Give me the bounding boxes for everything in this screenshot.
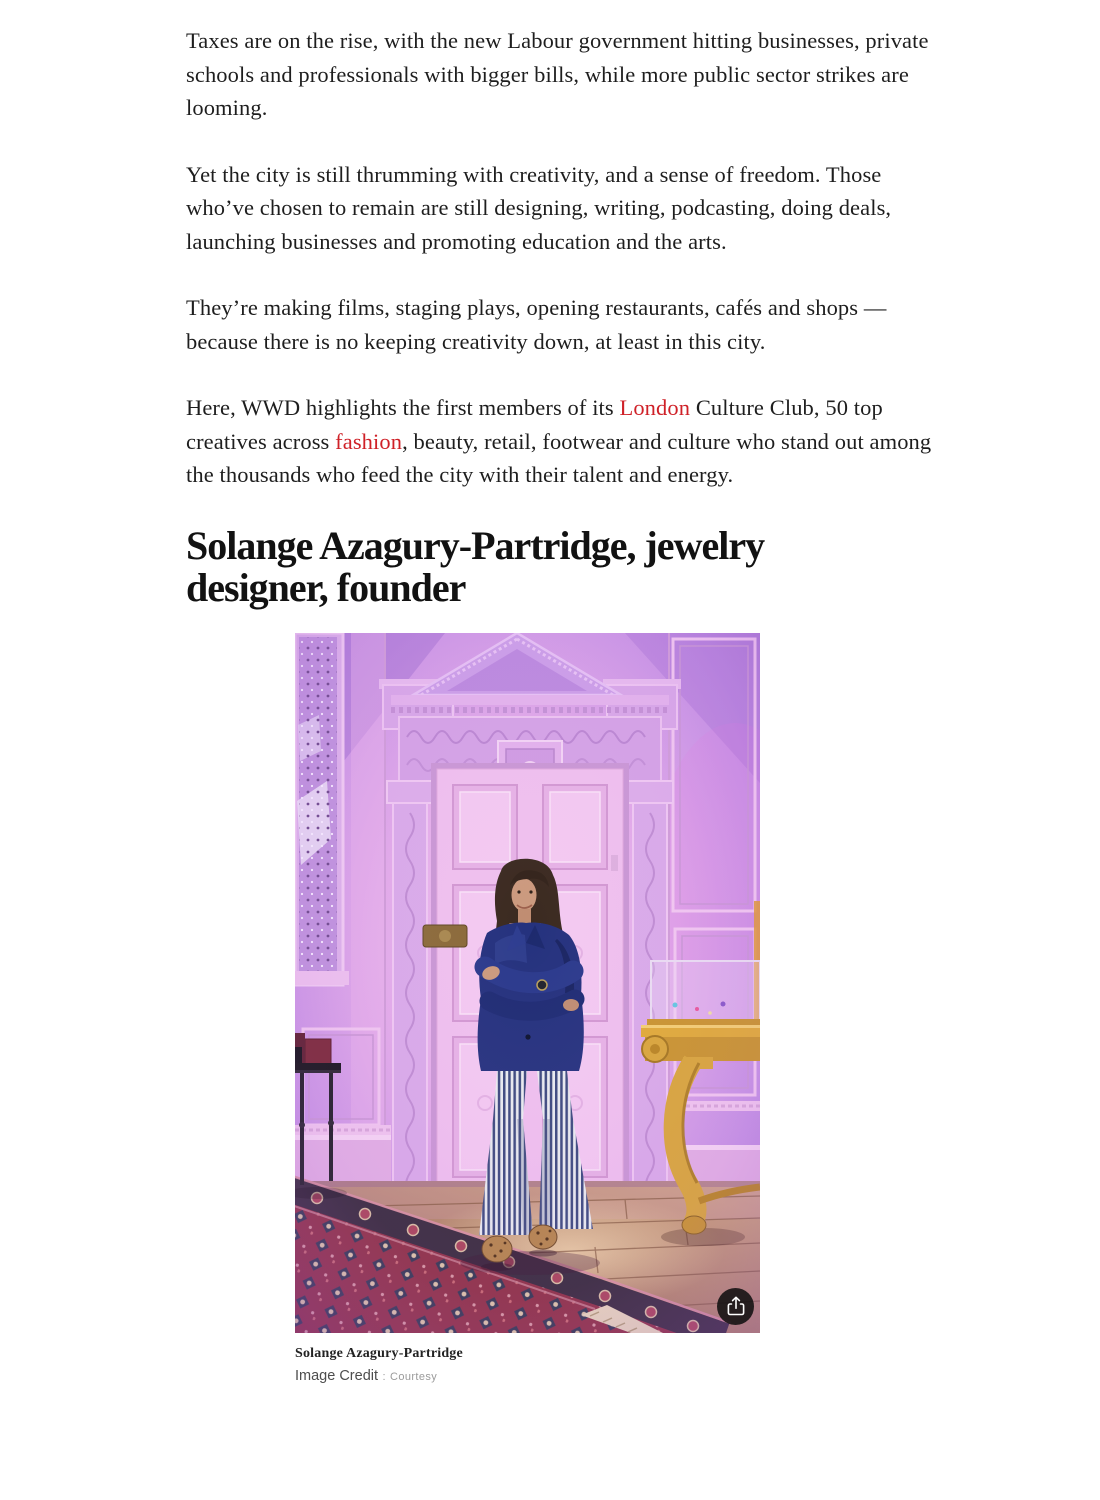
- credit-label: Image Credit: [295, 1367, 379, 1384]
- credit-value: Courtesy: [389, 1370, 438, 1383]
- share-icon: [727, 1296, 745, 1316]
- article-body: [186, 24, 936, 1385]
- photo-solange: [295, 633, 760, 1333]
- image-credit: [295, 1367, 760, 1385]
- fashion-link[interactable]: fashion: [335, 428, 403, 454]
- photo-caption: [295, 1346, 760, 1385]
- paragraph-taxes: Taxes are on the rise, with the new Labour government hitting businesses, private schools and professionals with bigger bills, while more public sector strikes are looming.: [186, 28, 929, 120]
- paragraph-films: They’re making films, staging plays, opening restaurants, cafés and shops — because there is no keeping creativity down, at least in this city.: [186, 295, 887, 354]
- paragraph-text: Here, WWD highlights the first members of its: [186, 395, 620, 420]
- paragraph-text: Culture Club, 50 top creatives across: [186, 395, 883, 454]
- paragraph-culture-club: [186, 391, 936, 492]
- caption-title: Solange Azagury-Partridge: [295, 1345, 463, 1361]
- credit-separator: :: [382, 1370, 386, 1383]
- figure-solange: [295, 633, 760, 1385]
- section-heading: Solange Azagury-Partridge, jewelry designer, founder: [186, 522, 765, 610]
- paragraph-creativity: Yet the city is still thrumming with creativity, and a sense of freedom. Those who’ve chosen to remain are still designing, writing, podcasting, doing deals, launching businesses and promoting education and the arts.: [186, 161, 892, 254]
- london-link[interactable]: London: [619, 395, 691, 420]
- photo-illustration: [295, 633, 760, 1333]
- share-button[interactable]: [717, 1288, 754, 1325]
- paragraph-text: , beauty, retail, footwear and culture who stand out among the thousands who feed the city with their talent and energy.: [186, 428, 932, 487]
